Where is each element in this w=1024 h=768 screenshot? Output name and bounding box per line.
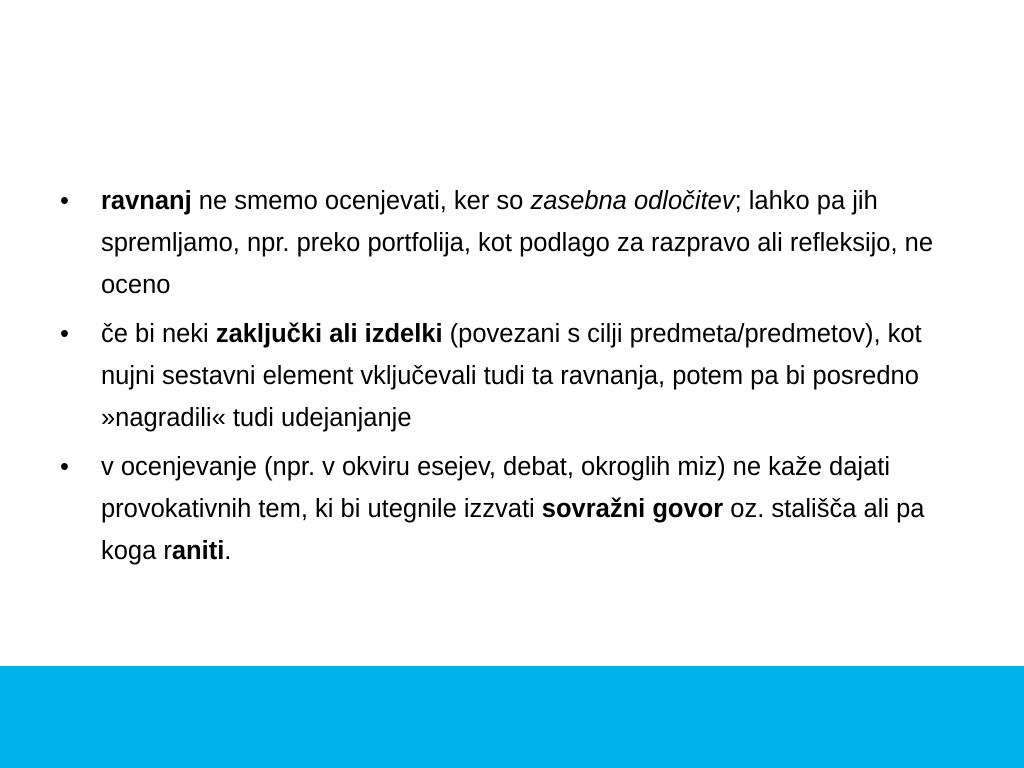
bullet-2-run-3: (povezani s cilji predmeta/predmetov), kot nujni sestavni element vključevali tudi ta ravnanja, potem pa bi posredno »nagradili« tudi udejanjanje <box>101 320 922 432</box>
bullet-3-run-3: oz. stališča ali pa koga r <box>101 495 925 565</box>
bullet-marker: • <box>60 320 69 348</box>
bullet-3-run-5: . <box>224 537 232 565</box>
bullet-1-run-1: ravnanj <box>101 187 192 215</box>
bullet-list <box>60 180 975 572</box>
bullet-1-run-2: ne smemo ocenjevati, ker so <box>191 187 531 215</box>
bullet-2-run-1: če bi neki <box>101 320 216 348</box>
bullet-3-run-2: sovražni govor <box>541 495 724 523</box>
bullet-1-run-3: zasebna odločitev <box>530 187 735 215</box>
bullet-item-1 <box>60 180 975 306</box>
bullet-marker: • <box>60 187 69 215</box>
bullet-marker: • <box>60 453 69 481</box>
bullet-1-run-4: ; lahko pa jih spremljamo, npr. preko portfolija, kot podlago za razpravo ali refleksijo, ne oceno <box>101 187 933 299</box>
bullet-item-2 <box>60 313 975 439</box>
footer-band <box>0 666 1024 768</box>
bullet-3-run-1: v ocenjevanje (npr. v okviru esejev, debat, okroglih miz) ne kaže dajati provokativnih tem, ki bi utegnile izzvati <box>101 453 891 523</box>
slide-content <box>60 180 975 579</box>
bullet-2-run-2: zaključki ali izdelki <box>215 320 443 348</box>
bullet-3-run-4: aniti <box>171 537 225 565</box>
bullet-item-3 <box>60 446 975 572</box>
